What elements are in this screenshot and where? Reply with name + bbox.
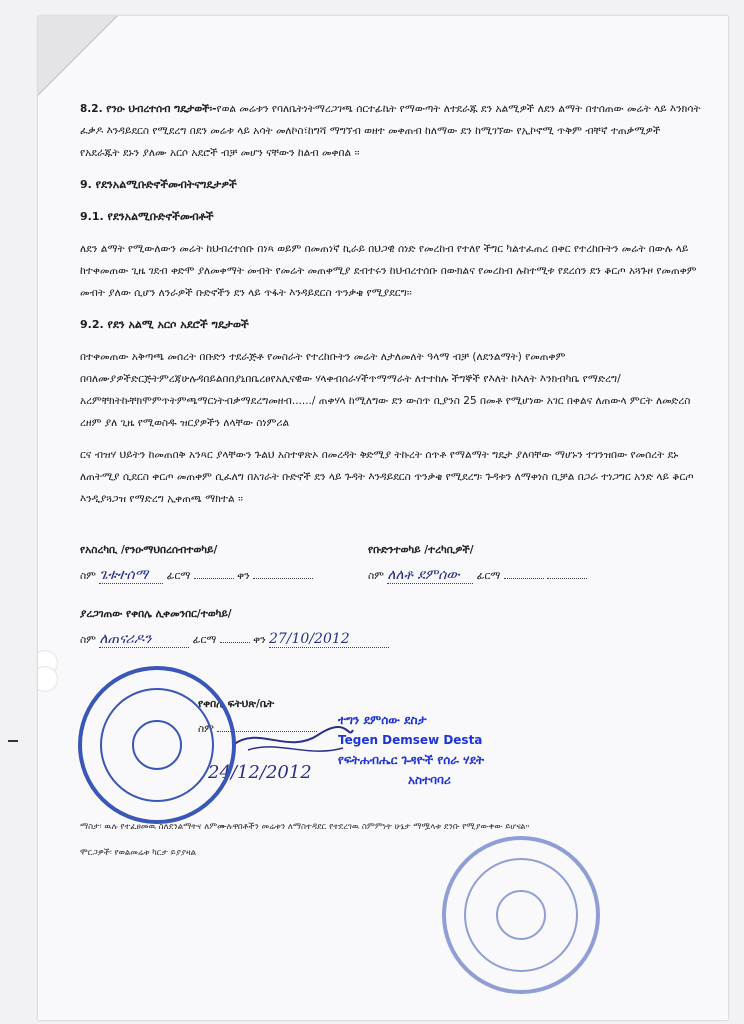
- name-stamp: [338, 710, 484, 790]
- signer2-name: ለለቶ ደምሰው: [387, 567, 460, 583]
- section-8-2-heading: 8.2. የንዑ ህብረተሰብ ግዴታወች፡-: [80, 103, 217, 115]
- name-stamp-line4: አስተባባሪ: [408, 773, 451, 787]
- body-text: [80, 98, 702, 510]
- signer3-name: ለጠናሪዶን: [99, 631, 152, 647]
- edge-mark: [8, 740, 18, 742]
- name-prefix: ስም: [368, 570, 384, 582]
- name-stamp-line1: ተግን ደምሰው ደስታ: [338, 713, 427, 727]
- kebele-label: የቀበሌ ፍትህጽ/ቤት: [198, 698, 275, 710]
- validator-label: ያረጋገጠው የቀበሌ ሊቀመንበር/ተወካይ/: [80, 608, 232, 620]
- sign-prefix: ፊርማ: [192, 634, 217, 646]
- section-9-1-heading: 9.1. የደንአልሚቡድኖችመብቶች: [80, 210, 214, 223]
- signature-group: [368, 544, 587, 584]
- official-seal-left: [78, 666, 236, 824]
- section-8-2-body: የወል መሬቱን የባለቤትነትማረጋገጫ ሰርተፊኬት የማውጣት ለተደራጁ ደን አልሚዎች ለደን ልማት በተሰጠው መሬት ላይ እንክሳት ፈቃዶ እንዳይደርስ የሚደረግ በደን መሬቱ ላይ አሳት መለኮስ፣ከግሻ ማግኘብ ወዘተ መቀጠብ ከለማው ደን ከሚገኘው የኢኮኖሚ ጥቅም ብቸኛ ተጠቃሚዎች የአደራጁት ደኑን ያለሙ አርሶ አደሮች ብቻ መሆን ናቸውን ከልብ መቀበል ፡፡: [80, 103, 701, 159]
- name-stamp-line3: የፍትሐብሔር ጉዳዮች የሰራ ሃደት: [338, 753, 485, 767]
- stamp-date: 24/12/2012: [208, 762, 312, 783]
- official-seal-right: [442, 836, 600, 994]
- sign-prefix: ፊርማ: [476, 570, 501, 582]
- name-prefix: ስም: [80, 634, 96, 646]
- section-9-2-body-2: ርና ብዝሃ ህይትን ከመጠበቅ አንጻር ያላቸውን ጉልህ አስተዋጽኦ በመረዳት ቅድሚያ ትኩረት ሰጥቶ የማልማት ግዴታ ያለባቸው ማሆኑን ተገንዝበው የመሰረት ደኑ ለጠትሚያ ሲደርስ ቀርጦ መጠቀም ሲፈለግ በአገራት ቡድኖች ደን ላይ ጉዳት እንዳይደርስ ጥንቃቄ የሚደረግ፡ ጉዳቱን ለማቀነስ ቢቻል በጋራ ተነጋግር አንድ ላይ ቆርጦ እንዲያጓጋዝ የማድረግ ኢቀጠጫ ማክተል ፡፡: [80, 449, 694, 505]
- section-9-1-body: ለደን ልማት የሚውለውን መሬት ከህብረተሰቡ በነጻ ወይም በመጠነኛ ኪራይ በህጋዊ ሰነድ የመረከብ የተለየ ችግር ካልተፈጠረ በቀር የተረከቡትን መሬት በውሉ ላይ ከተቀመጠው ጊዜ ገደብ ቀድሞ ያለመቀማት መብት የመሬት መጠቀሚያ ደብተሩን ከህብረተሰቡ በውክልና የመረከብ ሉከተሚቱ የደረሰን ደን ቆርጦ አጓጉዞ የመጠቀም መብት ያለው ሲሆን ለንራዎች ቡድኖችን ደን ላይ ጥፋት እንዳይደርስ ጥንቃቄ የሚያደርግ፡፡: [80, 243, 697, 299]
- signer1-name: ጌቱተሰማ: [99, 567, 149, 583]
- group-rep-label: የቡድንተወካይ /ተረካቢዎች/: [368, 544, 474, 556]
- date-prefix: ቀን: [253, 634, 266, 646]
- footer-attachments: ሞርጋዎች፡ የወልመሬቱ ካርታ ይያያዛል: [80, 848, 197, 858]
- footer-note: ማስታ፡ ዉሉ የተፈፀመዉ ስለደንልማትና ለምሙሉዋበቶችን መሬቱን ለማስተዳደር የተደረገዉ ስምምነት ሁኔታ ማሟላቱ ደንቡ የሚያውቀው ይሆናል።: [80, 822, 530, 832]
- punch-hole-bottom: [38, 666, 58, 692]
- date-prefix: ቀን: [237, 570, 250, 582]
- section-8-2: [80, 98, 702, 164]
- signature-validator: [80, 608, 389, 648]
- section-9-2-body-1: በተቀመጠው አቅጣጫ መሰረት በቡድን ተደራጅቶ የመስራት የተረከቡትን መሬት ለታለመለት ዓላማ ብቻ (ለደንልማት) የመጠቀም በባለሙያዎችድርጅትምረጃሁሉዳበይልበበያኒበቤረፀየአሊናዊው ሃላቀብሰራሃችጥማማራት ለተተከሉ ችግኞች የእለት ከእለት እንክብካቤ የማድረግ/አረምቸክትኩቸክሞምጥትምጫማርነትብቃማደረግመዘብ....../ ጠቀሃላ ከሚለግው ደን ውስጥ ቢያንስ 25 በመቶ የሚሆነው አገር በቀልና ለጠውላ ምርት ለመድረስ ረዘም ያለ ጊዜ የሚወስዱ ዝርያዎችን ለላቸው ስነምሪል: [80, 351, 691, 429]
- section-9-2-heading: 9.2. የደን አልሚ አርሶ አደሮች ግዴታወች: [80, 318, 249, 331]
- signature-community: [80, 544, 313, 584]
- section-9-heading: 9. የደንአልሚቡድኖችመብትናግዴታዎች: [80, 178, 237, 191]
- name-prefix: ስም: [80, 570, 96, 582]
- folded-corner-face: [38, 16, 116, 94]
- community-head-label: የአስረካቢ /የንዑማህበረሰብተወካይ/: [80, 544, 218, 556]
- signer3-date: 27/10/2012: [268, 631, 350, 647]
- sign-prefix: ፊርማ: [166, 570, 191, 582]
- document-page: [38, 16, 728, 1020]
- name-stamp-line2: Tegen Demsew Desta: [338, 733, 483, 747]
- name-prefix: ስም: [198, 723, 214, 735]
